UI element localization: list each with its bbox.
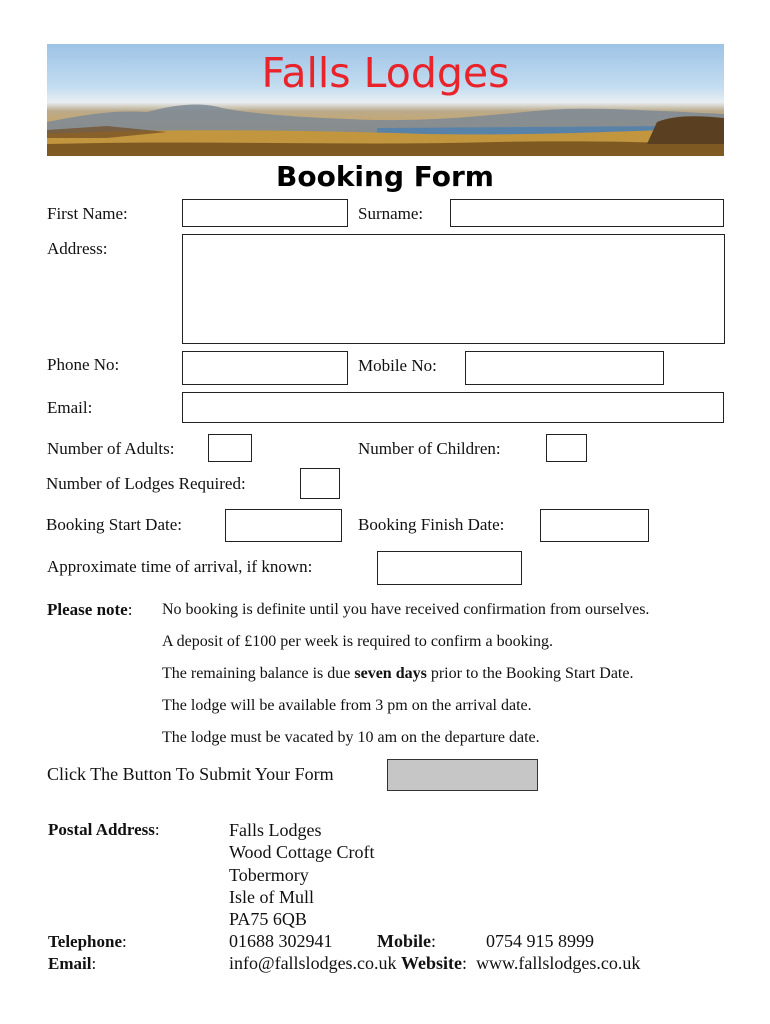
address-line: PA75 6QB <box>229 909 307 930</box>
address-textarea[interactable] <box>182 234 725 344</box>
address-line: Falls Lodges <box>229 820 322 840</box>
lodges-input[interactable] <box>300 468 340 499</box>
email-input[interactable] <box>182 392 724 423</box>
adults-label: Number of Adults: <box>47 439 175 458</box>
note-line-2: A deposit of £100 per week is required to confirm a booking. <box>162 633 554 650</box>
finish-date-input[interactable] <box>540 509 649 542</box>
mobile-label: Mobile No: <box>358 356 437 375</box>
website-label: Website <box>401 953 463 973</box>
email-contact-label: Email: <box>48 954 97 973</box>
arrival-time-input[interactable] <box>377 551 522 585</box>
postal-address-label: Postal Address: <box>48 820 160 839</box>
note-line-4: The lodge will be available from 3 pm on the arrival date. <box>162 697 532 714</box>
children-label: Number of Children: <box>358 439 501 458</box>
children-input[interactable] <box>546 434 587 462</box>
address-line: Isle of Mull <box>229 886 314 907</box>
note-line-1: No booking is definite until you have received confirmation from ourselves. <box>162 601 650 618</box>
first-name-input[interactable] <box>182 199 348 227</box>
mobile-contact-label: Mobile: <box>377 931 437 951</box>
postal-address <box>229 819 375 930</box>
address-line: Wood Cottage Croft <box>229 842 375 863</box>
header-banner <box>47 44 724 156</box>
phone-input[interactable] <box>182 351 348 385</box>
surname-input[interactable] <box>450 199 724 227</box>
phone-label: Phone No: <box>47 355 120 374</box>
note-line-5: The lodge must be vacated by 10 am on the departure date. <box>162 729 540 746</box>
email-label: Email: <box>47 398 93 417</box>
submit-button[interactable] <box>387 759 538 791</box>
mobile-input[interactable] <box>465 351 664 385</box>
website-link[interactable]: www.fallslodges.co.uk <box>476 953 641 973</box>
start-date-label: Booking Start Date: <box>46 515 182 534</box>
finish-date-label: Booking Finish Date: <box>358 515 505 534</box>
mobile-value: 0754 915 8999 <box>486 931 594 951</box>
please-note-heading: Please note: <box>47 600 133 619</box>
surname-label: Surname: <box>358 204 424 223</box>
address-label: Address: <box>47 239 108 258</box>
adults-input[interactable] <box>208 434 252 462</box>
submit-prompt: Click The Button To Submit Your Form <box>47 764 334 784</box>
note-line-3: The remaining balance is due seven days prior to the Booking Start Date. <box>162 665 634 682</box>
arrival-label: Approximate time of arrival, if known: <box>47 557 313 576</box>
email-link[interactable]: info@fallslodges.co.uk <box>229 953 397 973</box>
address-line: Tobermory <box>229 864 309 885</box>
first-name-label: First Name: <box>47 204 128 223</box>
email-contact-line: info@fallslodges.co.uk Website: www.fallslodges.co.uk <box>229 953 641 973</box>
telephone-label: Telephone: <box>48 932 127 951</box>
banner-title: Falls Lodges <box>261 49 510 97</box>
telephone-value: 01688 302941 <box>229 931 333 951</box>
start-date-input[interactable] <box>225 509 342 542</box>
page-title: Booking Form <box>276 160 494 193</box>
lodges-label: Number of Lodges Required: <box>46 474 246 493</box>
